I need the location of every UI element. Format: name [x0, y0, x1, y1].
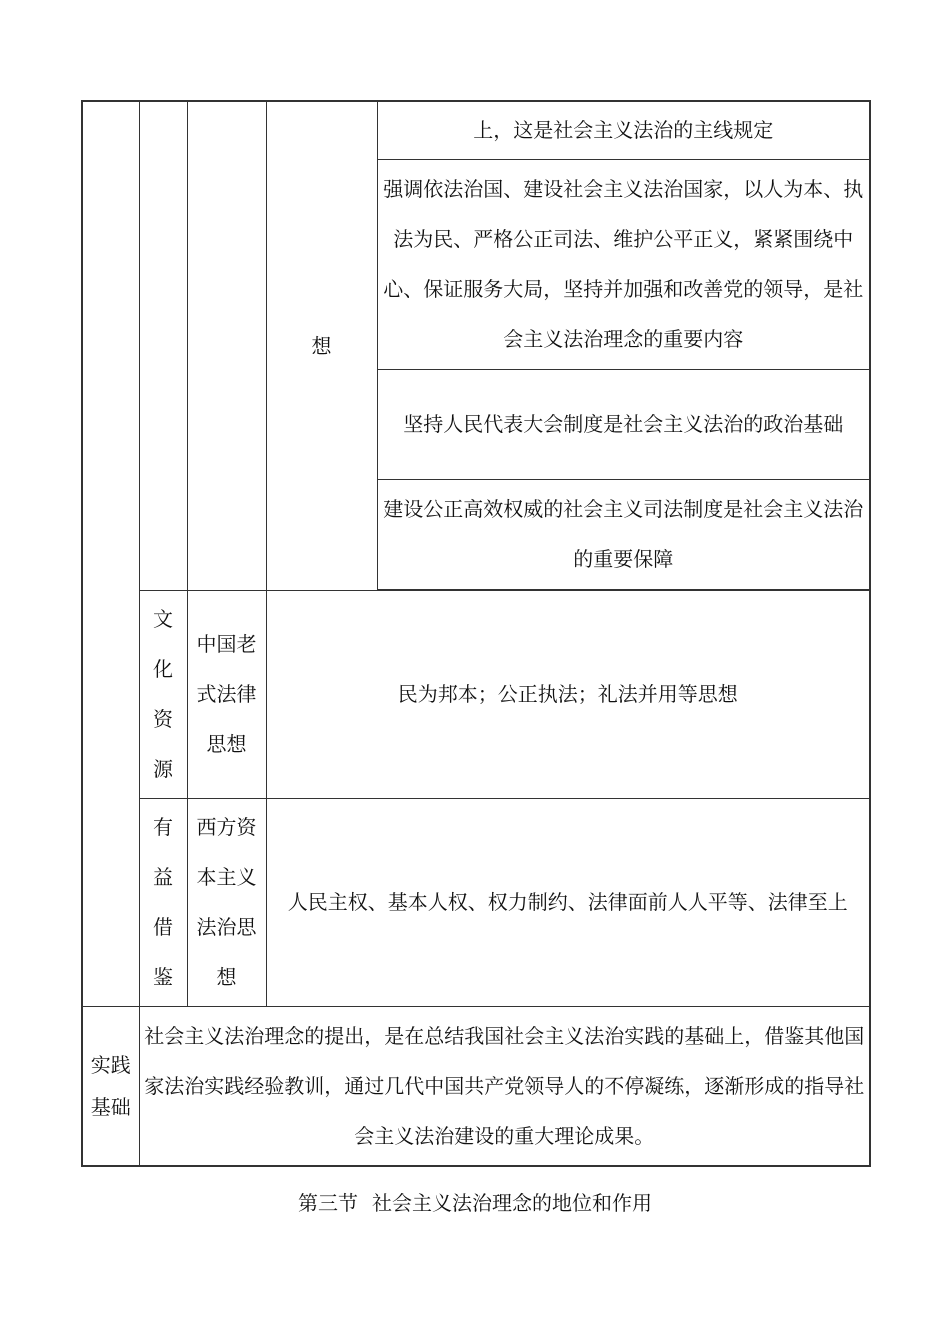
borrow-category-cell	[139, 798, 187, 1006]
outer-category-cell	[82, 101, 139, 1006]
content-item-4: 建设公正高效权威的社会主义司法制度是社会主义法治的重要保障	[377, 479, 870, 589]
culture-category: 文化资源	[153, 607, 173, 781]
practice-category-cell	[82, 1006, 139, 1166]
borrow-source-cell	[187, 798, 266, 1006]
table-row	[82, 101, 870, 159]
culture-content: 民为邦本；公正执法；礼法并用等思想	[266, 590, 870, 798]
culture-source-cell	[187, 590, 266, 798]
section-heading	[0, 1188, 950, 1218]
culture-source: 中国老式法律思想	[196, 632, 257, 756]
practice-content: 社会主义法治理念的提出，是在总结我国社会主义法治实践的基础上，借鉴其他国家法治实践经验教训，通过几代中国共产党领导人的不停凝练，逐渐形成的指导社会主义法治建设的重大理论成果。	[139, 1006, 870, 1166]
practice-category: 实践基础	[90, 1052, 131, 1119]
category-cell-empty	[139, 101, 187, 590]
content-item-2: 强调依法治国、建设社会主义法治国家，以人为本、执法为民、严格公正司法、维护公平正义，紧紧围绕中心、保证服务大局，坚持并加强和改善党的领导，是社会主义法治理念的重要内容	[377, 159, 870, 369]
content-table	[81, 100, 871, 1167]
content-item-1: 上，这是社会主义法治的主线规定	[377, 101, 870, 159]
borrow-content: 人民主权、基本人权、权力制约、法律面前人人平等、法律至上	[266, 798, 870, 1006]
continuation-label-cell	[266, 101, 377, 590]
borrow-category: 有益借鉴	[153, 815, 173, 989]
continuation-label: 想	[311, 333, 332, 358]
culture-category-cell	[139, 590, 187, 798]
source-cell-empty	[187, 101, 266, 590]
section-title: 社会主义法治理念的地位和作用	[372, 1191, 652, 1215]
table-row	[82, 798, 870, 1006]
table-row	[82, 1006, 870, 1166]
borrow-source: 西方资本主义法治思想	[196, 815, 257, 989]
content-item-3: 坚持人民代表大会制度是社会主义法治的政治基础	[377, 369, 870, 479]
table-row	[82, 590, 870, 798]
section-number: 第三节	[298, 1191, 358, 1215]
